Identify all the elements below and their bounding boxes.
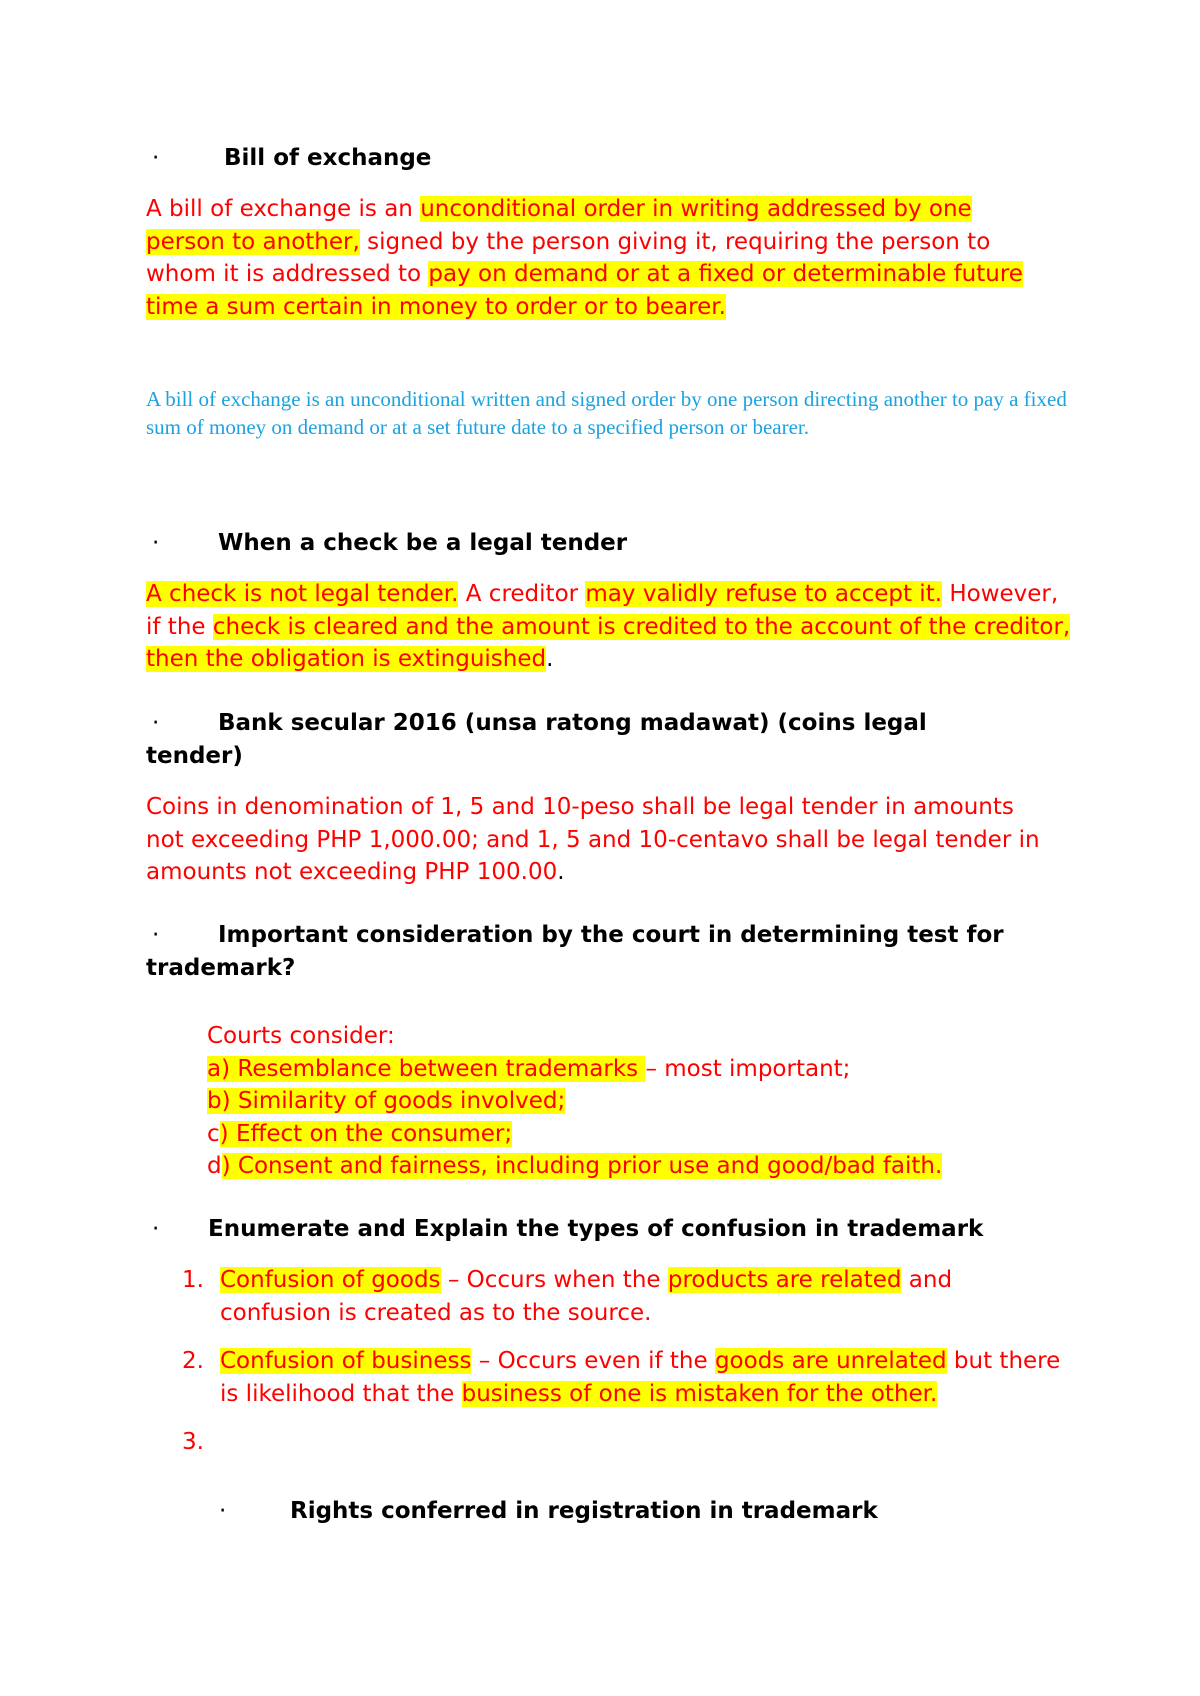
text-run: – Occurs when the [440, 1267, 668, 1293]
section-heading-bank-circular [146, 707, 1026, 773]
list-number: 1. [182, 1267, 204, 1293]
heading-text: When a check be a legal tender [218, 530, 628, 556]
text-run: Coins in denomination of 1, 5 and 10-peso shall be legal tender in amounts not exceeding PHP 1,000.00; and 1, 5 and 10-centavo shall be legal tender in amounts not exceeding PHP 100.00 [146, 794, 1040, 885]
text-run: A bill of exchange is an [146, 196, 421, 222]
text-run: signed by the person giving it, requiring the person to whom it is addressed to [146, 228, 991, 287]
section-heading-rights-conferred [219, 1495, 1099, 1528]
highlighted-text: business of one is mistaken for the other. [461, 1380, 938, 1407]
text-run: but there is likelihood that the [220, 1348, 1061, 1407]
bullet-icon: · [152, 1216, 160, 1242]
bullet-icon: · [152, 710, 160, 736]
consideration-item-d [207, 1150, 1067, 1183]
list-number: 3. [182, 1429, 204, 1455]
highlighted-text: ) Consent and fairness, including prior use and good/bad faith. [221, 1153, 943, 1179]
section-heading-bill-of-exchange [152, 142, 1032, 175]
courts-consider-intro: Courts consider: [207, 1023, 395, 1049]
heading-text: Enumerate and Explain the types of confusion in trademark [208, 1216, 984, 1242]
highlighted-text: a) Resemblance between trademarks [207, 1055, 646, 1082]
courts-consider-list [207, 1020, 1067, 1183]
list-item [182, 1426, 1062, 1458]
text-run: d [207, 1153, 222, 1179]
highlighted-text: ) Effect on the consumer; [219, 1120, 513, 1147]
consideration-item-c [207, 1118, 1067, 1151]
text-run: . [546, 646, 554, 672]
highlighted-text: pay on demand or at a fixed or determinable future time a sum certain in money to order or to bearer. [146, 261, 1023, 320]
highlighted-text: Confusion of goods [220, 1267, 441, 1293]
confusion-types-list [182, 1264, 1062, 1474]
bill-of-exchange-paraphrase: A bill of exchange is an unconditional written and signed order by one person directing another to pay a fixed sum of money on demand or at a set future date to a specified person or bearer. [146, 387, 1067, 439]
highlighted-text: goods are unrelated [714, 1348, 947, 1374]
check-legal-tender-answer [146, 578, 1071, 676]
bullet-icon: · [152, 922, 160, 948]
text-run: – most important; [645, 1055, 851, 1082]
list-item [182, 1264, 1062, 1329]
section-heading-trademark-test [146, 919, 1076, 985]
highlighted-text: unconditional order in writing addressed by one person to another, [146, 196, 972, 255]
heading-text: Rights conferred in registration in trademark [290, 1498, 878, 1524]
bullet-icon: · [152, 530, 160, 556]
text-run: A creditor [458, 581, 586, 607]
consideration-item-a [207, 1053, 1067, 1086]
text-run: . [557, 859, 565, 885]
text-run: However, if the [146, 581, 1059, 640]
heading-text: Bank secular 2016 (unsa ratong madawat) (coins legal tender) [146, 710, 927, 769]
list-number: 2. [182, 1348, 204, 1374]
coins-legal-tender-answer [146, 791, 1046, 889]
bullet-icon: · [152, 145, 160, 171]
text-run: and confusion is created as to the source. [220, 1267, 953, 1326]
highlighted-text: A check is not legal tender. [146, 581, 459, 607]
bullet-icon: · [219, 1498, 227, 1524]
highlighted-text: b) Similarity of goods involved; [207, 1088, 566, 1114]
text-run: – Occurs even if the [471, 1348, 715, 1374]
highlighted-text: check is cleared and the amount is credited to the account of the creditor, then the obligation is extinguished [146, 613, 1071, 672]
heading-text: Bill of exchange [224, 145, 432, 171]
section-heading-confusion-types [152, 1213, 1082, 1246]
consideration-item-b [207, 1085, 1067, 1118]
highlighted-text: products are related [667, 1267, 902, 1293]
highlighted-text: Confusion of business [220, 1348, 472, 1374]
list-item [182, 1345, 1062, 1410]
bill-of-exchange-definition [146, 193, 1051, 323]
heading-text: Important consideration by the court in determining test for trademark? [146, 922, 1004, 981]
highlighted-text: may validly refuse to accept it. [585, 581, 943, 607]
text-run: c [207, 1120, 220, 1147]
section-heading-check-legal-tender [152, 527, 1032, 560]
